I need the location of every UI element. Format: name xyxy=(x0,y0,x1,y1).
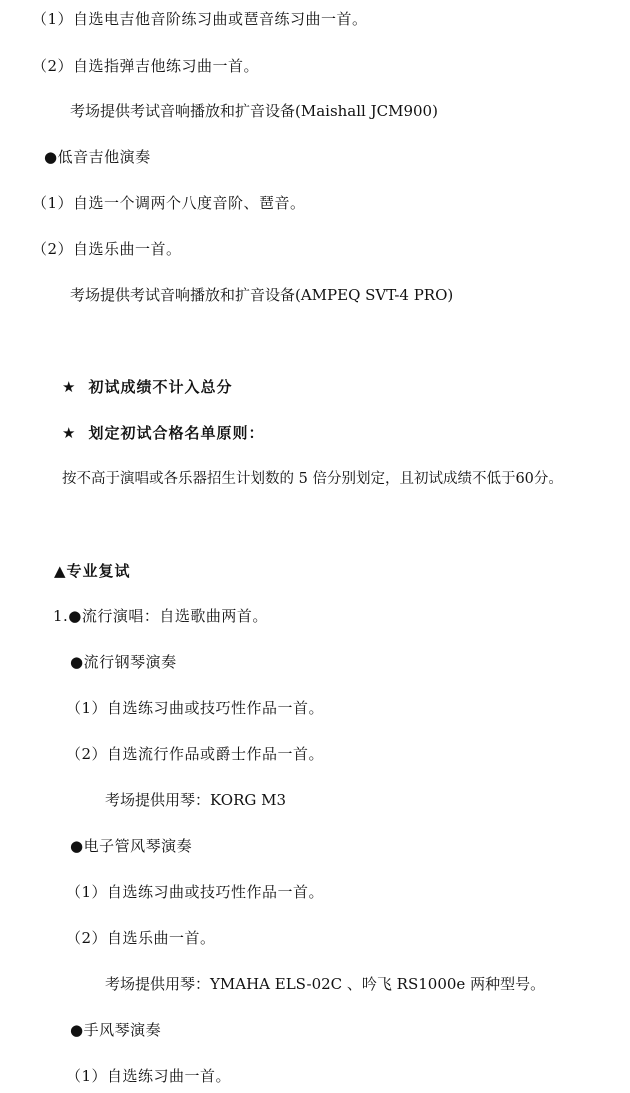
paragraph-text: 按不高于演唱或各乐器招生计划数的 5 倍分别划定，且初试成绩不低于60分。 xyxy=(62,471,563,487)
text-line: （1）自选电吉他音阶练习曲或琶音练习曲一首。 xyxy=(32,10,368,28)
note-heading-text: 划定初试合格名单原则： xyxy=(88,424,265,442)
star-icon: ★ xyxy=(62,424,77,442)
text-line: 1.●流行演唱：自选歌曲两首。 xyxy=(53,607,268,625)
note-heading-text: 初试成绩不计入总分 xyxy=(88,378,233,396)
text-line: （2）自选流行作品或爵士作品一首。 xyxy=(66,745,325,763)
note-heading xyxy=(62,377,232,397)
text-line: （2）自选乐曲一首。 xyxy=(66,929,216,947)
section-heading: ●手风琴演奏 xyxy=(70,1021,162,1039)
text-line: 考场提供用琴：KORG M3 xyxy=(105,791,287,809)
text-line: 考场提供考试音响播放和扩音设备(AMPEQ SVT-4 PRO) xyxy=(70,286,454,304)
section-heading: ●电子管风琴演奏 xyxy=(70,837,193,855)
text-line: （1）自选练习曲或技巧性作品一首。 xyxy=(66,883,325,901)
note-heading xyxy=(62,423,264,443)
star-icon: ★ xyxy=(62,378,77,396)
text-line: （1）自选一个调两个八度音阶、琶音。 xyxy=(32,194,306,212)
text-line: （1）自选练习曲一首。 xyxy=(66,1067,232,1085)
text-line: （2）自选指弹吉他练习曲一首。 xyxy=(32,57,260,75)
text-line: 考场提供用琴：YMAHA ELS-02C 、吟飞 RS1000e 两种型号。 xyxy=(105,975,546,993)
text-line: 考场提供考试音响播放和扩音设备(Maishall JCM900) xyxy=(70,102,438,120)
section-title: ▲专业复试 xyxy=(54,562,131,580)
text-line: （1）自选练习曲或技巧性作品一首。 xyxy=(66,699,325,717)
text-line: （2）自选乐曲一首。 xyxy=(32,240,182,258)
section-heading: ●流行钢琴演奏 xyxy=(70,653,177,671)
section-heading: ●低音吉他演奏 xyxy=(44,148,151,166)
